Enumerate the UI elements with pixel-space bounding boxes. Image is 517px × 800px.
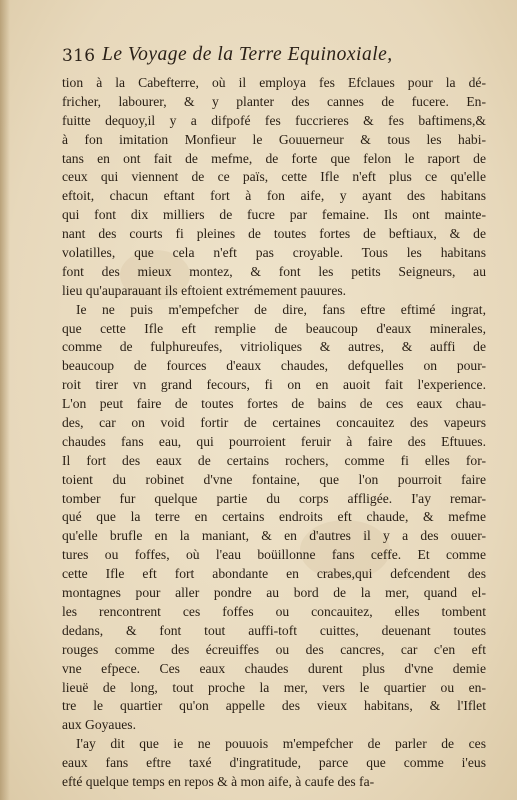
text-line: qué que la terre en certains endroits eft chaude, & mefme xyxy=(62,509,486,525)
text-line: eftoit, chacun eftant fort à fon aife, y ayant des habitans xyxy=(62,188,486,204)
text-line: à fon imitation Monfieur le Gouuerneur & tous les habi- xyxy=(62,131,486,147)
text-line: tre le quartier qu'on appelle des vieux habitans, & l'Iflet xyxy=(62,698,486,714)
text-line: rouges comme des écreuiffes ou des cancres, car c'en eft xyxy=(62,641,486,657)
text-line: L'on peut faire de toutes fortes de bains de ces eaux chau- xyxy=(62,396,486,412)
text-line: tion à la Cabefterre, où il employa fes Efclaues pour la dé- xyxy=(62,75,486,90)
text-line: cette Ifle eft fort abondante en crabes,qui defcendent des xyxy=(62,566,486,582)
text-line: que cette Ifle eft remplie de beaucoup d'eaux minerales, xyxy=(62,320,486,336)
text-line: comme de fulphureufes, vitrioliques & autres, & auffi de xyxy=(62,339,486,355)
text-line: tures ou foffes, où l'eau boüillonne fans ceffe. Et comme xyxy=(62,547,486,563)
text-line: volatilles, que cela n'eft pas croyable. Tous les habitans xyxy=(62,245,486,261)
page-number: 316 xyxy=(62,46,96,66)
text-line: toient du robinet d'vne fontaine, que l'on pourroit faire xyxy=(62,471,486,487)
paragraph xyxy=(62,74,486,301)
text-line: ceux qui viennent de ce païs, cette Ifle n'eft plus ce qu'elle xyxy=(62,169,486,185)
text-line: montagnes pour aller pondre au bord de la mer, quand el- xyxy=(62,585,486,601)
text-line: font des mieux montez, & font les petits Seigneurs, au xyxy=(62,263,486,279)
text-line: roit tirer vn grand fecours, fi on en auoit fait l'experience. xyxy=(62,377,486,393)
text-line: aux Goyaues. xyxy=(62,717,136,733)
running-title: Le Voyage de la Terre Equinoxiale, xyxy=(102,44,393,65)
text-line: tans en ont fait de mefme, de forte que felon le raport de xyxy=(62,150,486,166)
page-header xyxy=(62,44,482,70)
paragraph xyxy=(62,301,486,735)
text-line: efté quelque temps en repos & à mon aife, à caufe des fa- xyxy=(62,773,375,789)
text-line: Ie ne puis m'empefcher de dire, fans eftre eftimé ingrat, xyxy=(76,301,486,317)
text-line: des, car on void fortir de certaines concauitez des vapeurs xyxy=(62,415,486,431)
text-line: fuitte dequoy,il y a difpofé fes fuccrieres & fes baftimens,& xyxy=(62,112,486,128)
text-line: eaux fans eftre taxé d'ingratitude, parce que comme i'eus xyxy=(62,755,486,771)
text-line: dedans, & font tout auffi-toft cuittes, deuenant toutes xyxy=(62,622,486,638)
text-line: lieu qu'auparauant ils eftoient extrémement pauures. xyxy=(62,282,347,298)
text-line: chaudes fans eau, qui pourroient feruir à faire des Eftuues. xyxy=(62,433,486,449)
text-line: I'ay dit que ie ne pouuois m'empefcher de parler de ces xyxy=(76,736,486,752)
body-text xyxy=(62,74,486,792)
text-line: vne efpece. Ces eaux chaudes durent plus d'vne demie xyxy=(62,660,486,676)
page-gutter-shadow xyxy=(0,0,10,800)
text-line: fricher, labourer, & y planter des cannes de fucere. En- xyxy=(62,93,486,109)
text-line: qui font dix milliers de fucre par femaine. Ils ont mainte- xyxy=(62,207,486,223)
text-line: beaucoup de fources d'eaux chaudes, defquelles on pour- xyxy=(62,358,486,374)
text-line: tomber fur quelque partie du corps affligée. I'ay remar- xyxy=(62,490,486,506)
text-line: Il fort des eaux de certains rochers, comme fi elles for- xyxy=(62,452,486,468)
text-line: les rencontrent ces foffes ou concauitez, elles tombent xyxy=(62,603,486,619)
text-line: nant des courts fi pleines de toutes fortes de beftiaux, & de xyxy=(62,226,486,242)
text-line: lieuë de long, tout proche la mer, vers le quartier ou en- xyxy=(62,679,486,695)
text-line: qu'elle brufle en la maniant, & en d'autres il y a des ouuer- xyxy=(62,528,486,544)
paragraph xyxy=(62,735,486,792)
